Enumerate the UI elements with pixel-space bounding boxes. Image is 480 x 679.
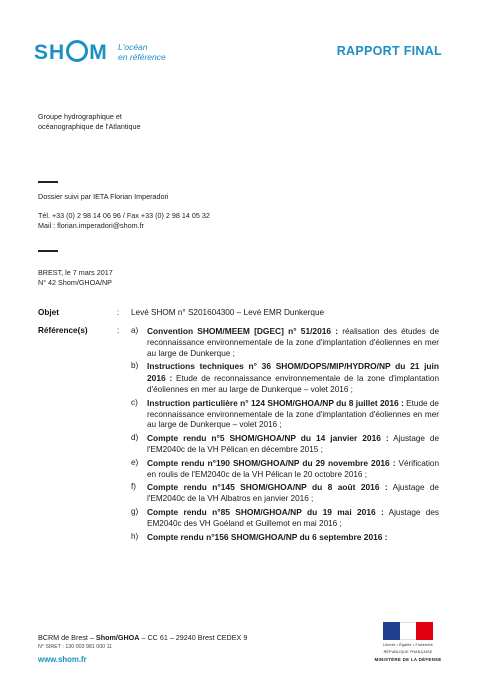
reference-text [147,361,439,395]
references-list [131,326,439,545]
reference-letter: b) [131,361,139,371]
reference-letter: e) [131,457,139,467]
reference-text [147,433,439,456]
flag-red [416,622,433,640]
reference-letter: g) [131,506,139,516]
reference-text [147,482,439,505]
reference-title: Instructions techniques n° 36 SHOM/DOPS/MIP/HYDRO/NP du 21 juin 2016 : [147,361,439,384]
sender-group [38,112,140,131]
address-bold: Shom/GHOA [95,633,140,642]
logo-text-left: SH [34,41,66,64]
date-block [38,268,113,287]
dossier-line: Dossier suivi par IETA Florian Imperadori [38,192,169,201]
reference-desc: Ajustage des EM2040c des VH Goéland et Guillemot en mai 2016 ; [147,507,439,528]
reference-desc: Etude de reconnaissance environnementale de la zone d'implantation d'éoliennes en mer au large de Dunkerque – volet 2016 ; [147,374,439,394]
reference-title: Compte rendu n°85 SHOM/GHOA/NP du 19 mai 2016 : [147,506,384,517]
ministry-name: MINISTÈRE DE LA DÉFENSE [374,657,442,662]
group-line2: océanographique de l'Atlantique [38,121,141,131]
objet-colon: : [117,308,120,317]
reference-title: Instruction particulière n° 124 SHOM/GHOA/NP du 8 juillet 2016 : [147,397,404,408]
tagline-line2: en référence [118,52,166,62]
reference-text [147,507,439,530]
reference-letter: a) [131,326,139,335]
reference-title: Compte rendu n°190 SHOM/GHOA/NP du 29 novembre 2016 : [147,457,396,468]
phone-fax: Tél. +33 (0) 2 98 14 06 96 / Fax +33 (0) 2 98 14 05 32 [38,211,210,220]
reference-item [131,326,439,359]
references-colon: : [117,326,120,335]
reference-letter: f) [131,482,137,492]
reference-item [131,398,439,431]
objet-label: Objet [38,308,59,317]
reference-title: Compte rendu n°5 SHOM/GHOA/NP du 14 janvier 2016 : [147,433,389,444]
reference-item [131,433,439,456]
divider [38,181,58,183]
rf-name: RÉPUBLIQUE FRANÇAISE [383,650,433,655]
reference-letter: c) [131,397,138,407]
french-flag-icon [383,622,433,640]
reference-letter: h) [131,531,139,541]
flag-white [400,622,417,640]
address-suffix: – CC 61 – 29240 Brest CEDEX 9 [139,633,248,642]
reference-desc: Vérification en roulis de l'EM2040c de la VH Pélican le 20 octobre 2016 ; [147,458,439,479]
reference-text [147,532,439,544]
rf-motto: Liberté • Égalité • Fraternité [383,643,433,647]
divider [38,250,58,252]
reference-text [147,398,439,431]
report-title: RAPPORT FINAL [336,44,442,58]
reference-title: Compte rendu n°145 SHOM/GHOA/NP du 8 août 2016 : [147,482,388,493]
website-link[interactable]: www.shom.fr [38,655,87,664]
footer-address [38,633,247,642]
siret: N° SIRET : 130 003 981 000 11 [38,644,113,650]
mail-line: Mail : florian.imperadori@shom.fr [38,220,144,230]
logo-tagline [118,42,166,62]
reference-desc: Ajustage de l'EM2040c de la VH Albatros en janvier 2016 ; [147,483,439,504]
reference-desc: réalisation des études de reconnaissance environnementale de la zone d'implantation d'éoliennes en mer au large de Dunkerque ; [147,327,439,358]
objet-value: Levé SHOM n° S201604300 – Levé EMR Dunkerque [131,308,325,317]
reference-item [131,458,439,481]
reference-desc: Ajustage de l'EM2040c de la VH Pélican en décembre 2015 ; [147,434,440,454]
reference-title: Convention SHOM/MEEM [DGEC] n° 51/2016 : [147,326,339,336]
reference-desc: Etude de reconnaissance environnementale de la zone d'implantation d'éoliennes en mer au large de Dunkerque – volet 2016 ; [147,398,439,430]
reference-text [147,326,439,359]
tagline-line1: L'océan [118,42,148,52]
reference-item [131,482,439,505]
reference-item [131,361,439,395]
date-line: BREST, le 7 mars 2017 [38,268,113,277]
reference-title: Compte rendu n°156 SHOM/GHOA/NP du 6 septembre 2016 : [147,531,388,542]
flag-blue [383,622,400,640]
reference-item [131,507,439,530]
address-prefix: BCRM de Brest – [38,633,96,642]
logo-ring-icon [66,40,88,62]
reference-text [147,458,439,481]
reference-item [131,532,439,544]
logo-text-right: M [89,41,108,64]
contact-block [38,211,210,230]
group-line1: Groupe hydrographique et [38,112,122,121]
references-label: Référence(s) [38,326,88,335]
reference-letter: d) [131,433,139,443]
ref-number: N° 42 Shom/GHOA/NP [38,277,112,287]
